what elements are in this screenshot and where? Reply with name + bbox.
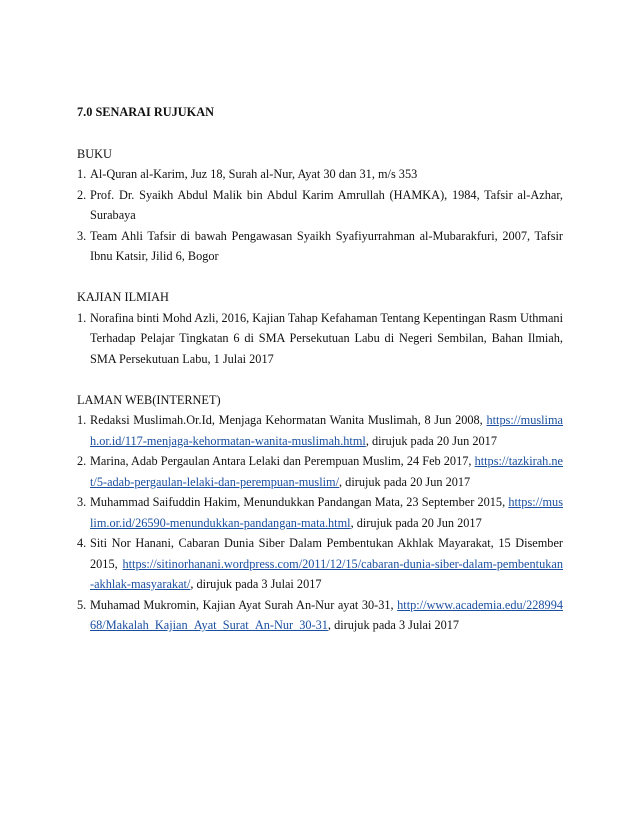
page-title: 7.0 SENARAI RUJUKAN [77,105,214,119]
reference-accessed: , dirujuk pada 3 Julai 2017 [190,577,322,591]
reference-text: Team Ahli Tafsir di bawah Pengawasan Syaikh Syafiyurrahman al-Mubarakfuri, 2007, Tafsir Ibnu Katsir, Jilid 6, Bogor [90,228,563,263]
reference-item [77,410,563,451]
reference-list-kajian [77,308,563,370]
reference-list-buku [77,164,563,267]
spacer [77,369,563,390]
reference-text: Muhammad Saifuddin Hakim, Menundukkan Pandangan Mata, 23 September 2015, [90,495,506,509]
reference-text: Al-Quran al-Karim, Juz 18, Surah al-Nur, Ayat 30 dan 31, m/s 353 [90,167,418,181]
reference-link[interactable]: https://tazkirah.net/5-adab-pergaulan-lelaki-dan-perempuan-muslim/ [90,454,564,489]
reference-item [77,308,563,370]
reference-item [77,226,563,267]
reference-link[interactable]: https://muslim.or.id/26590-menundukkan-pandangan-mata.html [90,495,563,530]
reference-item [77,533,563,595]
reference-accessed: , dirujuk pada 3 Julai 2017 [327,618,460,632]
reference-number: 4. [77,536,87,550]
reference-list-web [77,410,563,636]
reference-item [77,451,563,492]
reference-item [77,185,563,226]
reference-number: 2. [77,454,87,468]
reference-text: Marina, Adab Pergaulan Antara Lelaki dan Perempuan Muslim, 24 Feb 2017, [90,454,472,468]
reference-text: Redaksi Muslimah.Or.Id, Menjaga Kehormatan Wanita Muslimah, 8 Jun 2008, [90,413,483,427]
reference-item [77,492,563,533]
reference-text: Prof. Dr. Syaikh Abdul Malik bin Abdul Karim Amrullah (HAMKA), 1984, Tafsir al-Azhar, Surabaya [90,187,563,222]
reference-link[interactable]: http://www.academia.edu/22899468/Makalah_Kajian_Ayat_Surat_An-Nur_30-31 [90,597,563,632]
spacer [77,267,563,288]
reference-number: 1. [77,167,87,181]
reference-number: 2. [77,187,87,202]
reference-number: 3. [77,228,87,243]
reference-number: 1. [77,413,87,427]
reference-item [77,595,563,636]
reference-accessed: , dirujuk pada 20 Jun 2017 [365,433,497,448]
reference-text: Siti Nor Hanani, Cabaran Dunia Siber Dalam Pembentukan Akhlak Mayarakat, 15 Disember 2015, [90,536,563,571]
reference-number: 5. [77,597,87,612]
reference-accessed: , dirujuk pada 20 Jun 2017 [339,474,471,489]
reference-list-content [77,102,563,636]
reference-text: Norafina binti Mohd Azli, 2016, Kajian Tahap Kefahaman Tentang Kepentingan Rasm Uthmani Terhadap Pelajar Tingkatan 6 di SMA Persekutuan Labu di Negeri Sembilan, Bahan Ilmiah, SMA Persekutuan Labu, 1 Julai 2017 [90,310,563,366]
reference-number: 3. [77,495,87,509]
reference-link[interactable]: https://muslimah.or.id/117-menjaga-kehormatan-wanita-muslimah.html [90,413,563,448]
reference-text: Muhamad Mukromin, Kajian Ayat Surah An-Nur ayat 30-31, [90,597,394,612]
spacer [77,123,563,144]
reference-link[interactable]: https://sitinorhanani.wordpress.com/2011/12/15/cabaran-dunia-siber-dalam-pembentukan-akhlak-masyarakat/ [90,556,563,591]
reference-accessed: , dirujuk pada 20 Jun 2017 [350,515,482,530]
reference-number: 1. [77,310,87,325]
section-heading-kajian-ilmiah: KAJIAN ILMIAH [77,290,169,304]
section-heading-laman-web: LAMAN WEB(INTERNET) [77,392,221,407]
reference-item [77,164,563,185]
section-heading-buku: BUKU [77,146,112,161]
